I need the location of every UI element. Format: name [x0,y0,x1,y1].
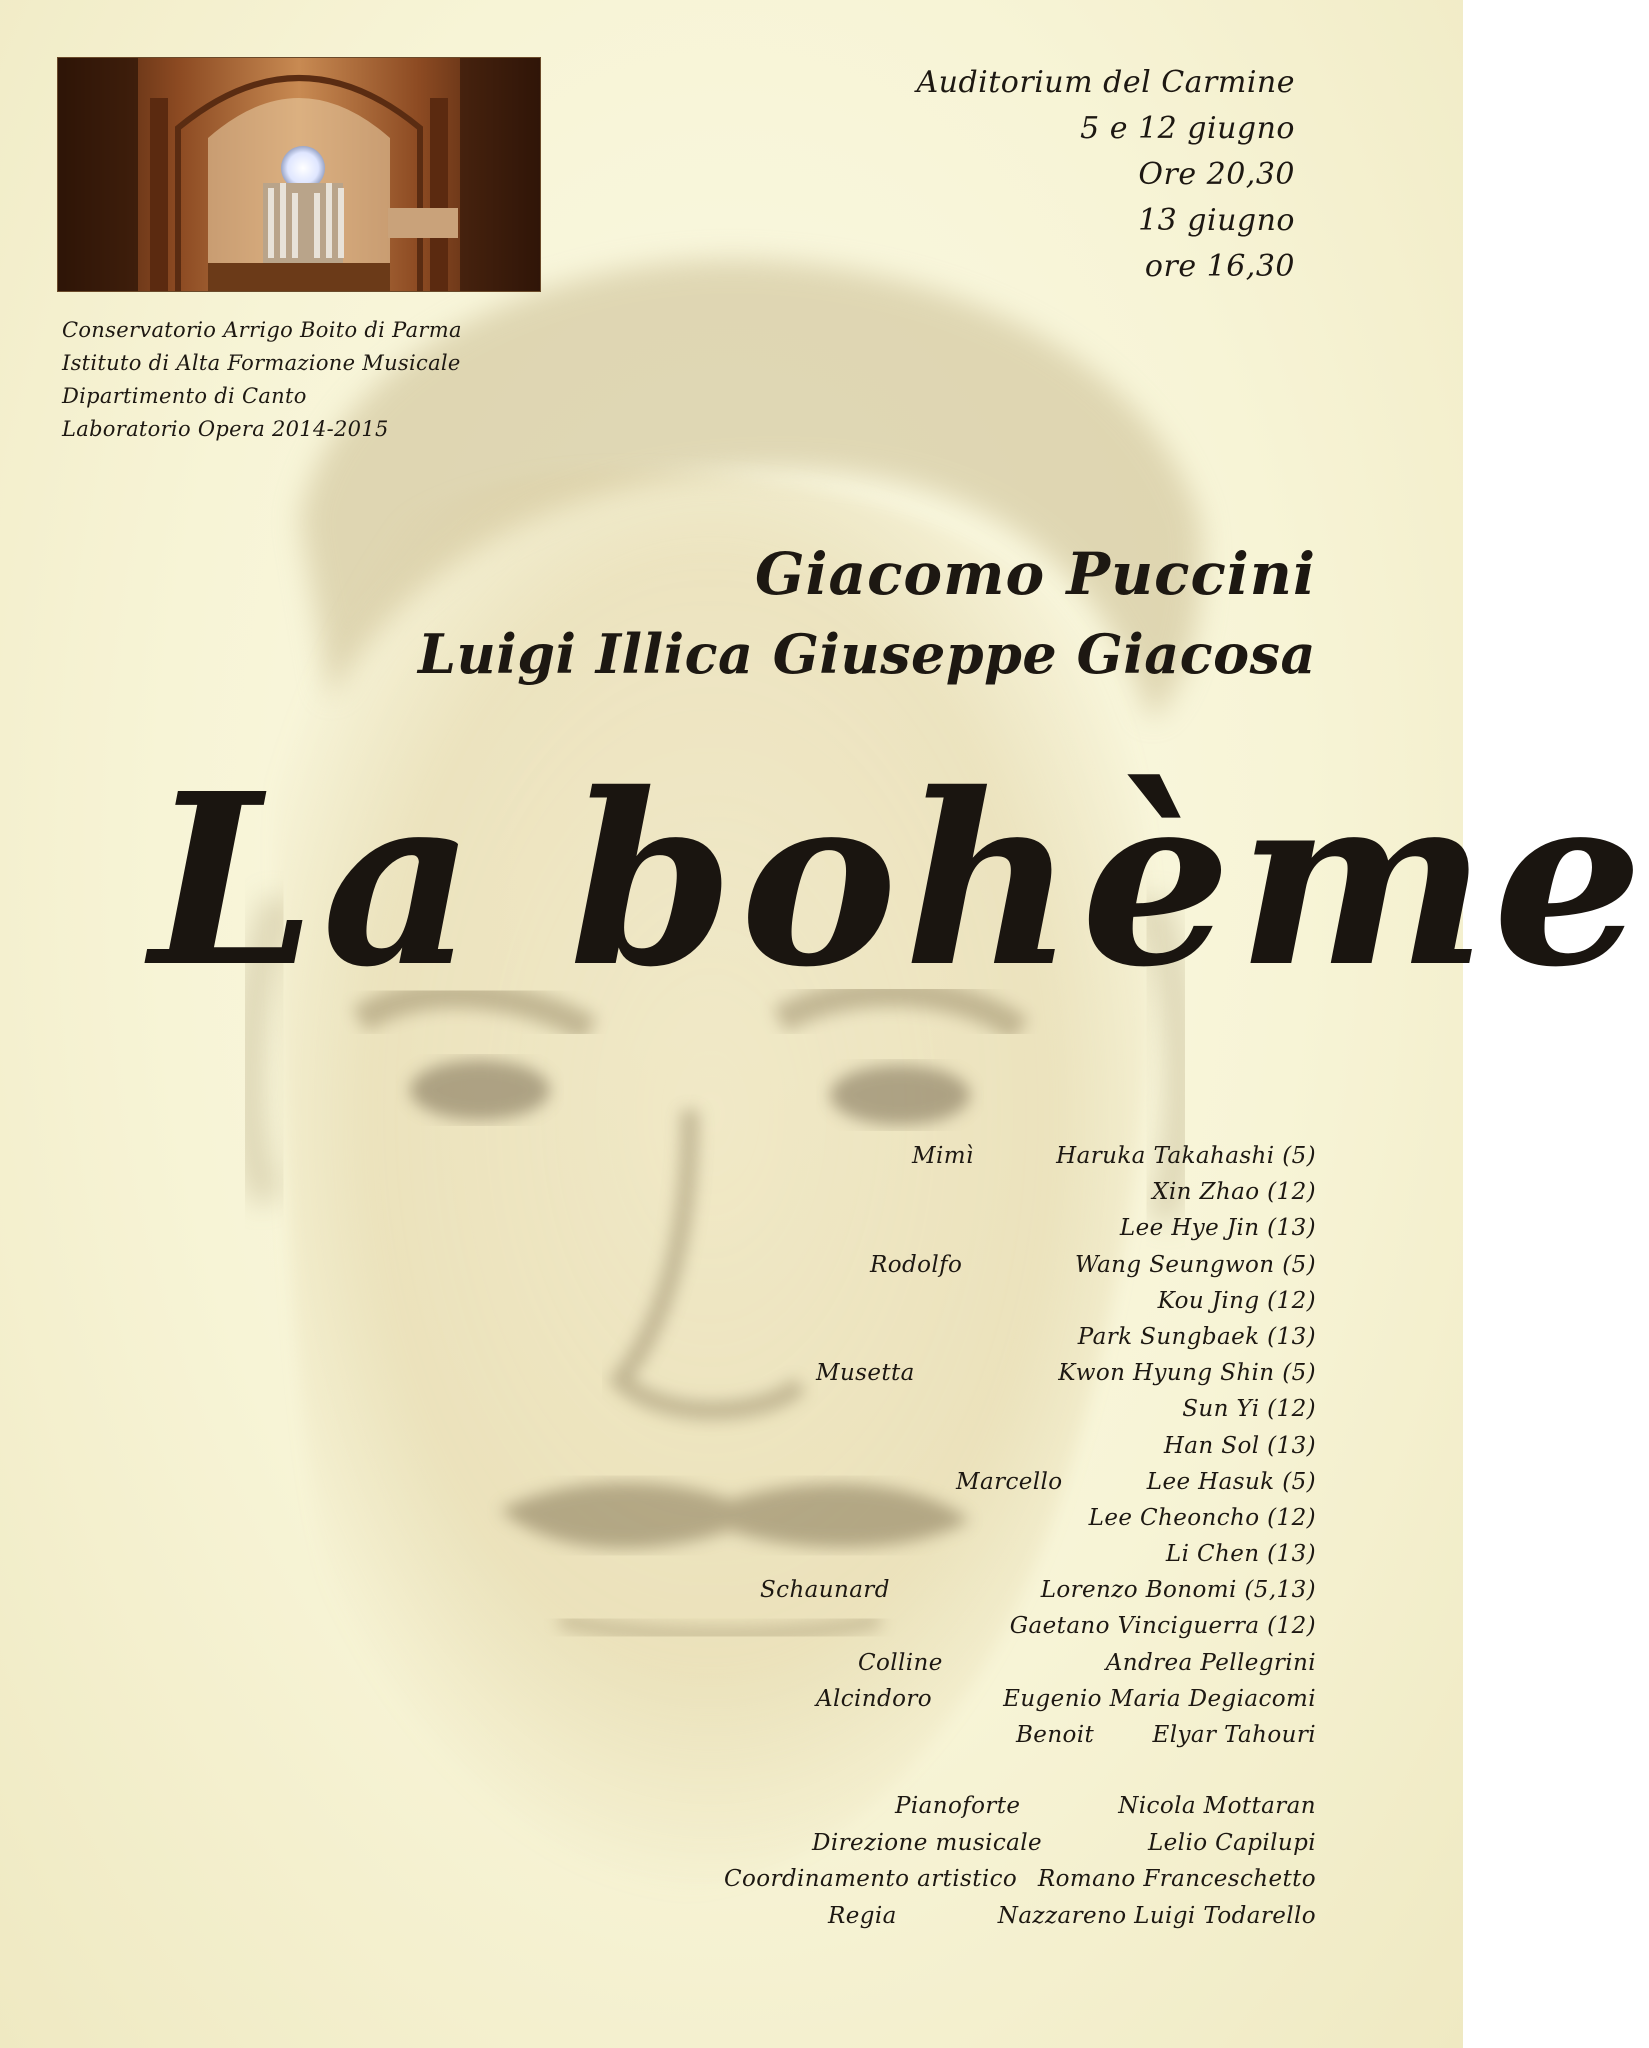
singer-name: Lee Cheoncho (12) [1088,1504,1316,1531]
credit-role: Coordinamento artistico [724,1866,1018,1892]
singer-name: Kwon Hyung Shin (5) [1058,1360,1316,1387]
credit-role: Pianoforte [895,1793,1021,1819]
cast-row [640,1360,1316,1396]
role-label: Alcindoro [816,1685,933,1712]
singer-name: Andrea Pellegrini [1105,1649,1316,1676]
credit-row [640,1903,1316,1940]
role-label: Rodolfo [870,1251,963,1278]
credits-list [640,1793,1316,1939]
singer-name: Sun Yi (12) [1182,1396,1316,1423]
credit-name: Nicola Mottaran [1118,1793,1316,1819]
role-label: Benoit [1016,1722,1095,1748]
time-second: ore 16,30 [1144,249,1295,284]
singer-name: Park Sungbaek (13) [1077,1323,1316,1350]
singer-name: Lee Hye Jin (13) [1119,1215,1316,1242]
role-label: Colline [858,1649,943,1676]
credit-row [640,1793,1316,1830]
singer-name: Haruka Takahashi (5) [1056,1143,1316,1169]
institute-line-4: Laboratorio Opera 2014-2015 [62,417,389,441]
institute-line-1: Conservatorio Arrigo Boito di Parma [62,318,462,342]
composer-name: Giacomo Puccini [754,540,1316,608]
cast-row [640,1686,1316,1722]
cast-row [640,1469,1316,1505]
cast-row [640,1505,1316,1541]
institute-block [62,314,462,446]
singer-name: Gaetano Vinciguerra (12) [1009,1613,1316,1640]
singer-name: Kou Jing (12) [1157,1287,1316,1314]
singer-name: Wang Seungwon (5) [1075,1251,1316,1278]
institute-line-2: Istituto di Alta Formazione Musicale [62,351,461,375]
cast-row [640,1252,1316,1288]
cast-row [640,1324,1316,1360]
singer-name: Lee Hasuk (5) [1146,1468,1316,1495]
credit-role: Regia [828,1902,897,1929]
cast-list [640,1143,1316,1758]
dates-first: 5 e 12 giugno [1080,111,1295,146]
cast-row [640,1650,1316,1686]
librettists-names: Luigi Illica Giuseppe Giacosa [417,622,1316,686]
venue-name: Auditorium del Carmine [916,65,1295,100]
cast-row [640,1433,1316,1469]
venue-dates-block [916,60,1295,290]
singer-name: Eugenio Maria Degiacomi [1003,1685,1316,1712]
cast-row [640,1396,1316,1432]
opera-title: La bohème [150,741,1649,1019]
dates-second: 13 giugno [1138,203,1295,238]
singer-name: Lorenzo Bonomi (5,13) [1040,1577,1316,1604]
singer-name: Han Sol (13) [1163,1432,1316,1459]
credit-role: Direzione musicale [812,1829,1043,1856]
church-interior-photo [58,58,540,291]
cast-row [640,1215,1316,1251]
credit-name: Nazzareno Luigi Todarello [997,1902,1316,1929]
credit-name: Romano Franceschetto [1037,1866,1316,1892]
credit-row [640,1830,1316,1867]
cast-row [640,1722,1316,1758]
cast-row [640,1613,1316,1649]
institute-line-3: Dipartimento di Canto [62,384,307,408]
cast-row [640,1541,1316,1577]
cast-row [640,1179,1316,1215]
time-first: Ore 20,30 [1138,157,1295,192]
cast-row [640,1143,1316,1179]
cast-row [640,1288,1316,1324]
role-label: Mimì [912,1143,974,1169]
role-label: Marcello [956,1468,1063,1495]
singer-name: Elyar Tahouri [1152,1722,1316,1748]
singer-name: Xin Zhao (12) [1152,1179,1316,1206]
credit-row [640,1866,1316,1903]
singer-name: Li Chen (13) [1165,1541,1316,1568]
role-label: Schaunard [760,1577,890,1604]
role-label: Musetta [816,1360,915,1387]
cast-row [640,1577,1316,1613]
credit-name: Lelio Capilupi [1148,1829,1316,1856]
